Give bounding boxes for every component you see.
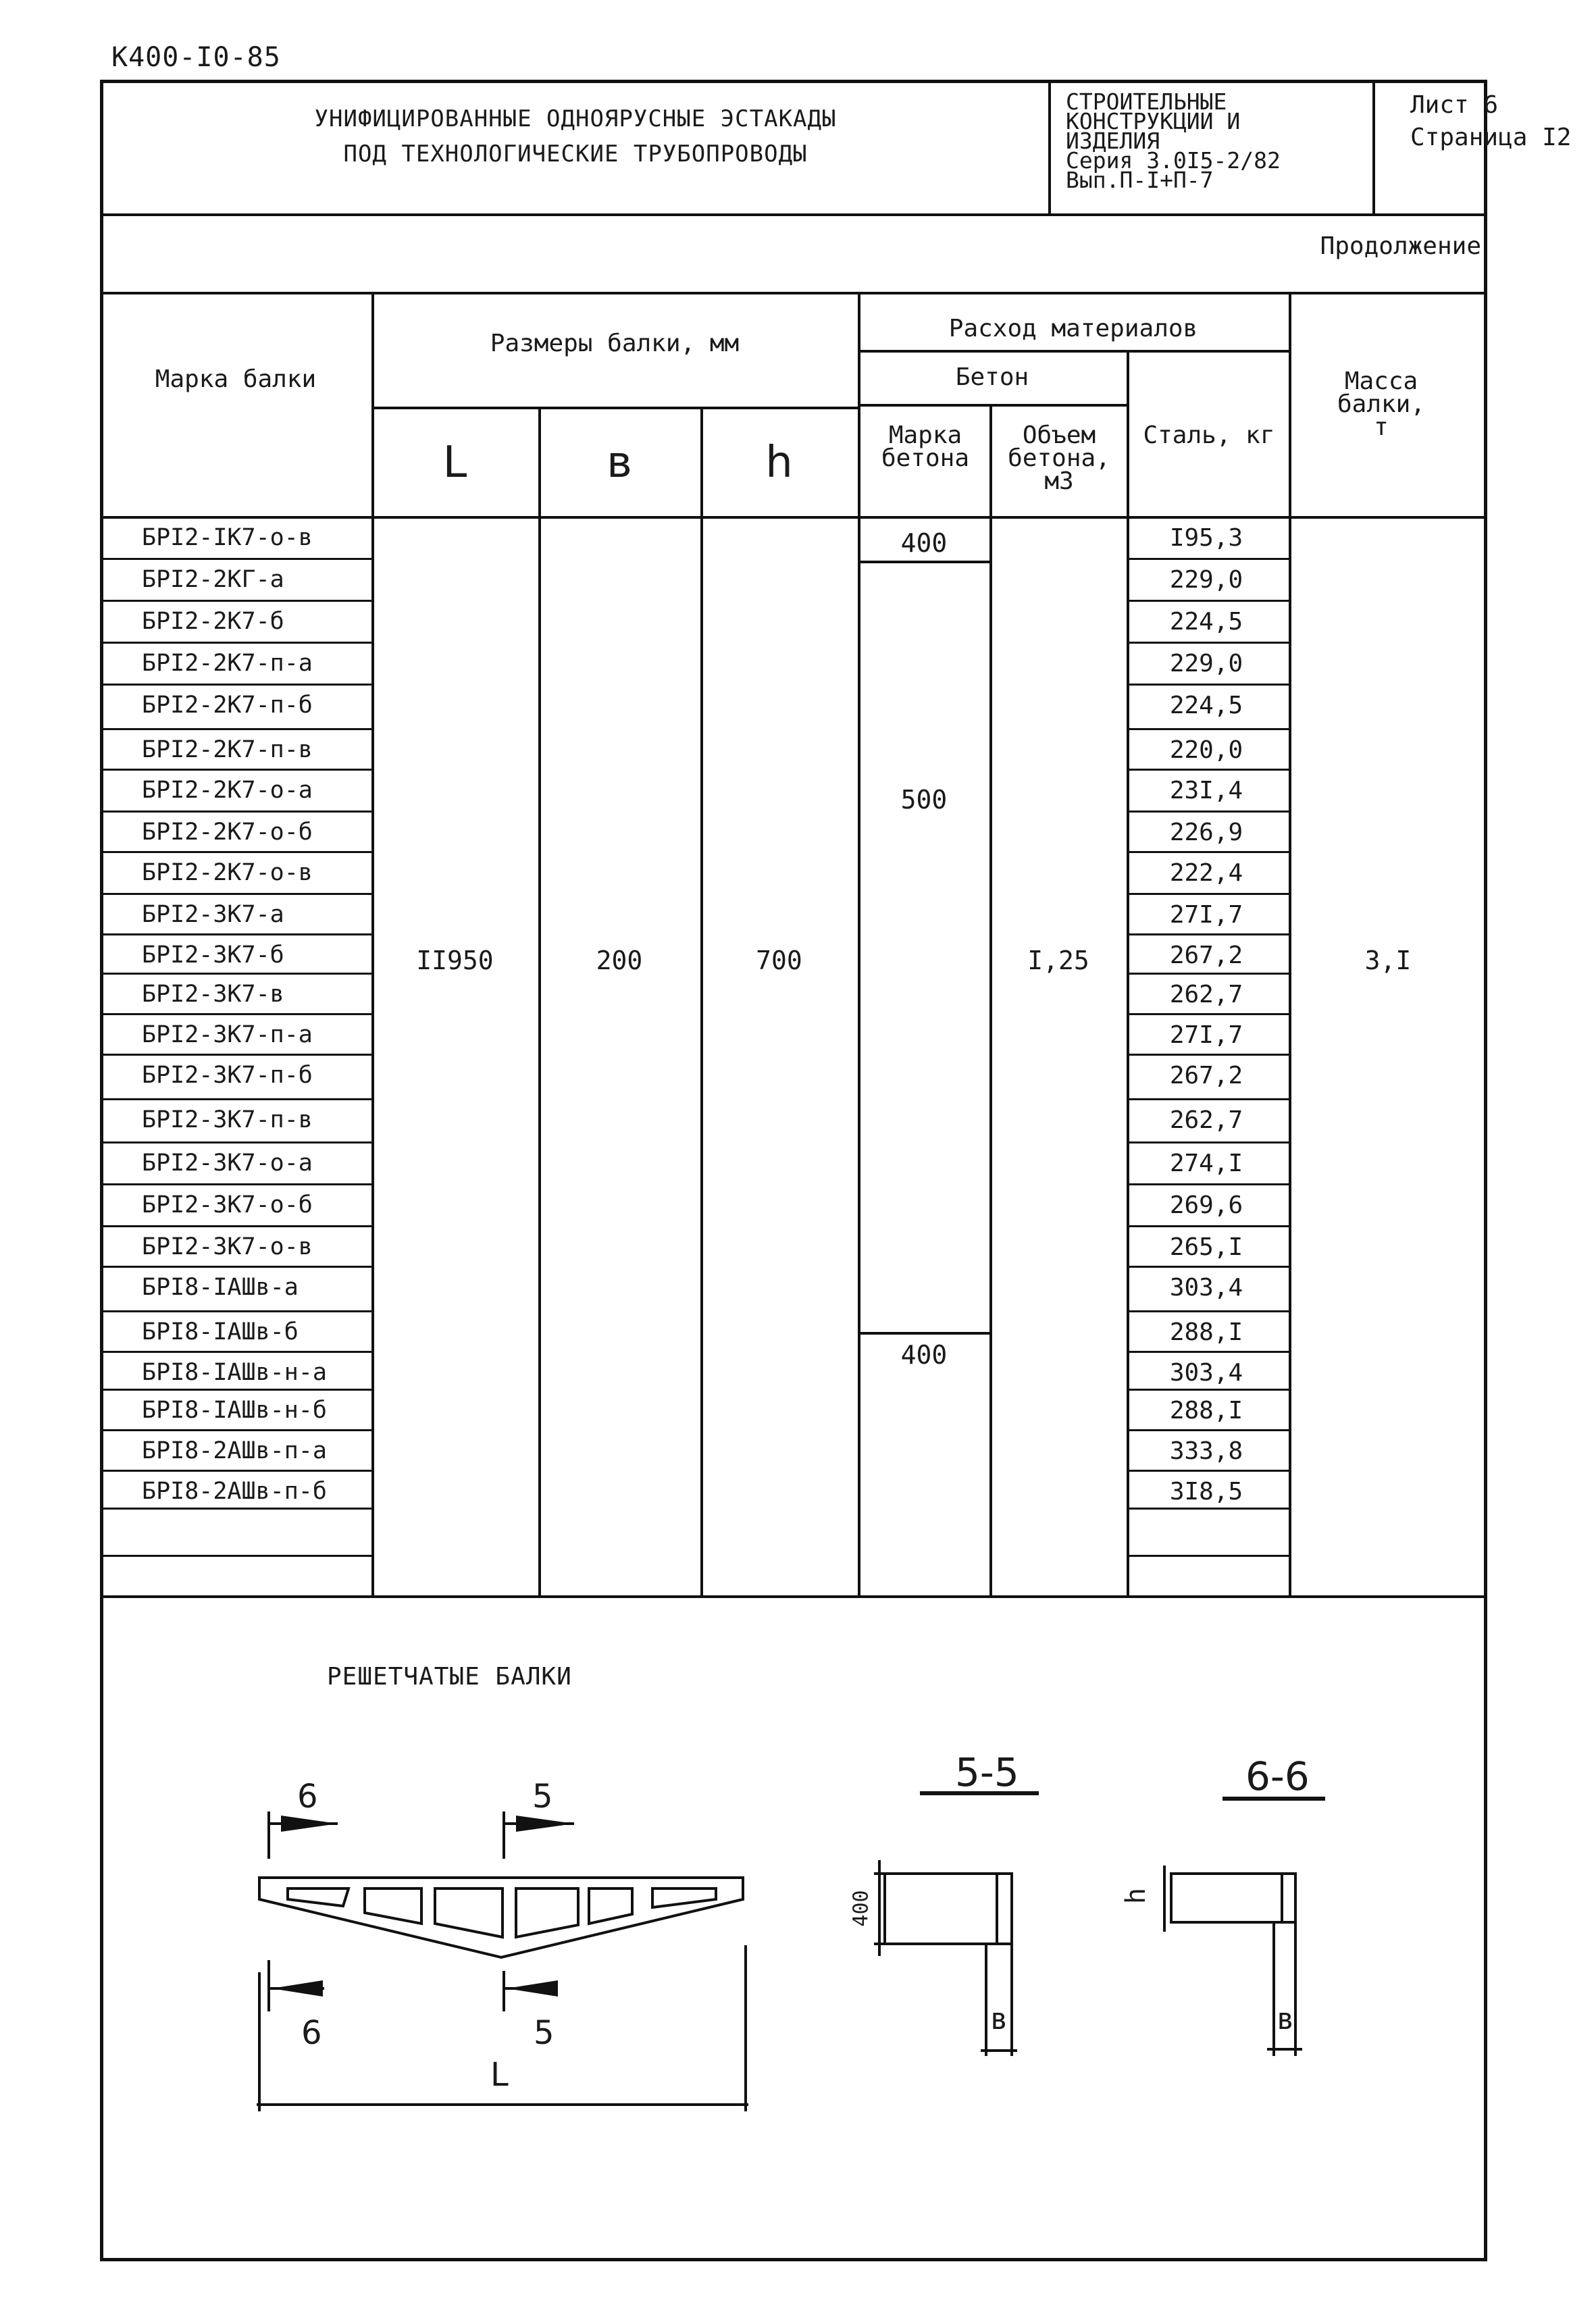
steel-cell: 288,I (1169, 1397, 1243, 1424)
length-label: L (490, 2056, 509, 2094)
sheet-number: Лист 6 (1410, 91, 1499, 119)
beam-mark-cell: БРI2-3К7-а (142, 901, 284, 928)
steel-cell: 229,0 (1169, 650, 1243, 677)
beam-mark-cell: БРI2-3К7-в (142, 981, 284, 1008)
concrete-grade-1: 400 (900, 528, 948, 558)
beam-mark-cell: БРI8-IАШв-н-а (142, 1359, 327, 1386)
value-b: 200 (596, 946, 643, 975)
series-line: КОНСТРУКЦИИ И (1066, 108, 1241, 134)
section-6-label-bottom: 6 (301, 2014, 322, 2052)
header-dimensions: Размеры балки, мм (490, 330, 740, 357)
dimension-400: 400 (849, 1890, 873, 1927)
beam-mark-cell: БРI2-3К7-п-б (142, 1062, 313, 1089)
series-line: ИЗДЕЛИЯ (1066, 128, 1160, 154)
dimension-b-5-5: в (990, 2002, 1008, 2036)
section-6-6-title: 6-6 (1245, 1753, 1310, 1799)
beam-mark-cell: БРI2-2К7-о-б (142, 819, 313, 846)
steel-cell: 23I,4 (1169, 777, 1243, 804)
header-concrete-volume: Объем бетона, м3 (1008, 421, 1110, 495)
steel-cell: 229,0 (1169, 566, 1243, 594)
steel-cell: 220,0 (1169, 736, 1243, 764)
steel-cell: 222,4 (1169, 859, 1243, 887)
beam-mark-cell: БРI2-3К7-б (142, 942, 284, 969)
value-volume: I,25 (1027, 946, 1089, 975)
section-6-label-top: 6 (297, 1778, 318, 1816)
beam-panel (435, 1888, 503, 1937)
steel-cell: 267,2 (1169, 942, 1243, 969)
beam-mark-cell: БРI2-2К7-о-а (142, 777, 313, 804)
dimension-b-6-6: в (1277, 2002, 1295, 2036)
beam-mark-cell: БРI8-IАШв-н-б (142, 1397, 327, 1424)
section-5-5-title: 5-5 (955, 1749, 1019, 1795)
header-L: L (442, 438, 467, 488)
beam-mark-cell: БРI8-IАШв-б (142, 1318, 299, 1345)
document-code: К400-I0-85 (111, 42, 281, 73)
steel-cell: 269,6 (1169, 1191, 1243, 1219)
steel-cell: 303,4 (1169, 1359, 1243, 1387)
steel-cell: 226,9 (1169, 819, 1243, 846)
steel-cell: 333,8 (1169, 1437, 1243, 1465)
document-title-line-2: ПОД ТЕХНОЛОГИЧЕСКИЕ ТРУБОПРОВОДЫ (343, 140, 808, 168)
beam-mark-cell: БРI8-IАШв-а (142, 1274, 299, 1301)
beam-mark-cell: БРI2-IК7-о-в (142, 524, 313, 551)
beam-mark-cell: БРI2-2К7-п-а (142, 650, 313, 677)
steel-cell: 288,I (1169, 1318, 1243, 1346)
beam-mark-cell: БРI2-2К7-п-в (142, 736, 313, 763)
beam-mark-cell: БРI8-2АШв-п-б (142, 1478, 327, 1505)
header-materials: Расход материалов (948, 315, 1198, 342)
steel-cell: 224,5 (1169, 608, 1243, 636)
beam-mark-cell: БРI2-3К7-п-а (142, 1021, 313, 1048)
header-concrete: Бетон (955, 363, 1029, 391)
document-title-line-1: УНИФИЦИРОВАННЫЕ ОДНОЯРУСНЫЕ ЭСТАКАДЫ (314, 105, 837, 132)
series-line: СТРОИТЕЛЬНЫЕ (1066, 88, 1227, 115)
steel-cell: 267,2 (1169, 1062, 1243, 1089)
beam-panel (365, 1888, 421, 1924)
beam-mark-cell: БРI2-2К7-б (142, 608, 284, 635)
beam-mark-cell: БРI2-2К7-п-б (142, 692, 313, 719)
steel-cell: 27I,7 (1169, 901, 1243, 929)
header-concrete-grade: Марка бетона (881, 421, 970, 472)
series-line: Серия 3.0I5-2/82 (1066, 147, 1281, 174)
value-h: 700 (756, 946, 802, 975)
concrete-grade-2: 500 (900, 785, 948, 815)
header-mark: Марка балки (155, 365, 317, 393)
beam-mark-cell: БРI2-3К7-о-б (142, 1191, 313, 1218)
page-number: Страница I2 (1410, 124, 1572, 151)
beam-panel (652, 1888, 716, 1907)
section-5-label-bottom: 5 (534, 2014, 555, 2052)
beam-panel (589, 1888, 632, 1924)
beam-mark-cell: БРI2-3К7-п-в (142, 1106, 313, 1133)
steel-cell: 265,I (1169, 1233, 1243, 1261)
beam-mark-cell: БРI8-2АШв-п-а (142, 1437, 327, 1464)
value-L: II950 (416, 946, 494, 975)
dimension-h: h (1121, 1887, 1152, 1905)
beam-panel (516, 1888, 578, 1937)
steel-cell: 274,I (1169, 1150, 1243, 1177)
value-mass: 3,I (1364, 946, 1412, 975)
steel-cell: 224,5 (1169, 692, 1243, 719)
beam-mark-cell: БРI2-2КГ-а (142, 566, 284, 593)
steel-cell: 303,4 (1169, 1274, 1243, 1302)
header-h: h (765, 438, 793, 488)
steel-cell: 262,7 (1169, 1106, 1243, 1134)
steel-cell: 262,7 (1169, 981, 1243, 1008)
header-b: в (607, 438, 632, 488)
drawing-caption: РЕШЕТЧАТЫЕ БАЛКИ (327, 1663, 572, 1691)
concrete-grade-3: 400 (900, 1340, 948, 1370)
beam-mark-cell: БРI2-2К7-о-в (142, 859, 313, 886)
steel-cell: 3I8,5 (1169, 1478, 1243, 1506)
beam-mark-cell: БРI2-3К7-о-в (142, 1233, 313, 1260)
continuation-label: Продолжение (1320, 232, 1481, 260)
section-5-label-top: 5 (532, 1778, 553, 1816)
header-steel: Сталь, кг (1143, 421, 1275, 449)
series-line: Вып.П-I+П-7 (1066, 167, 1214, 193)
beam-mark-cell: БРI2-3К7-о-а (142, 1150, 313, 1177)
header-mass: Масса балки, т (1337, 367, 1426, 441)
beam-panel (288, 1888, 349, 1906)
steel-cell: 27I,7 (1169, 1021, 1243, 1049)
steel-cell: I95,3 (1169, 524, 1243, 552)
